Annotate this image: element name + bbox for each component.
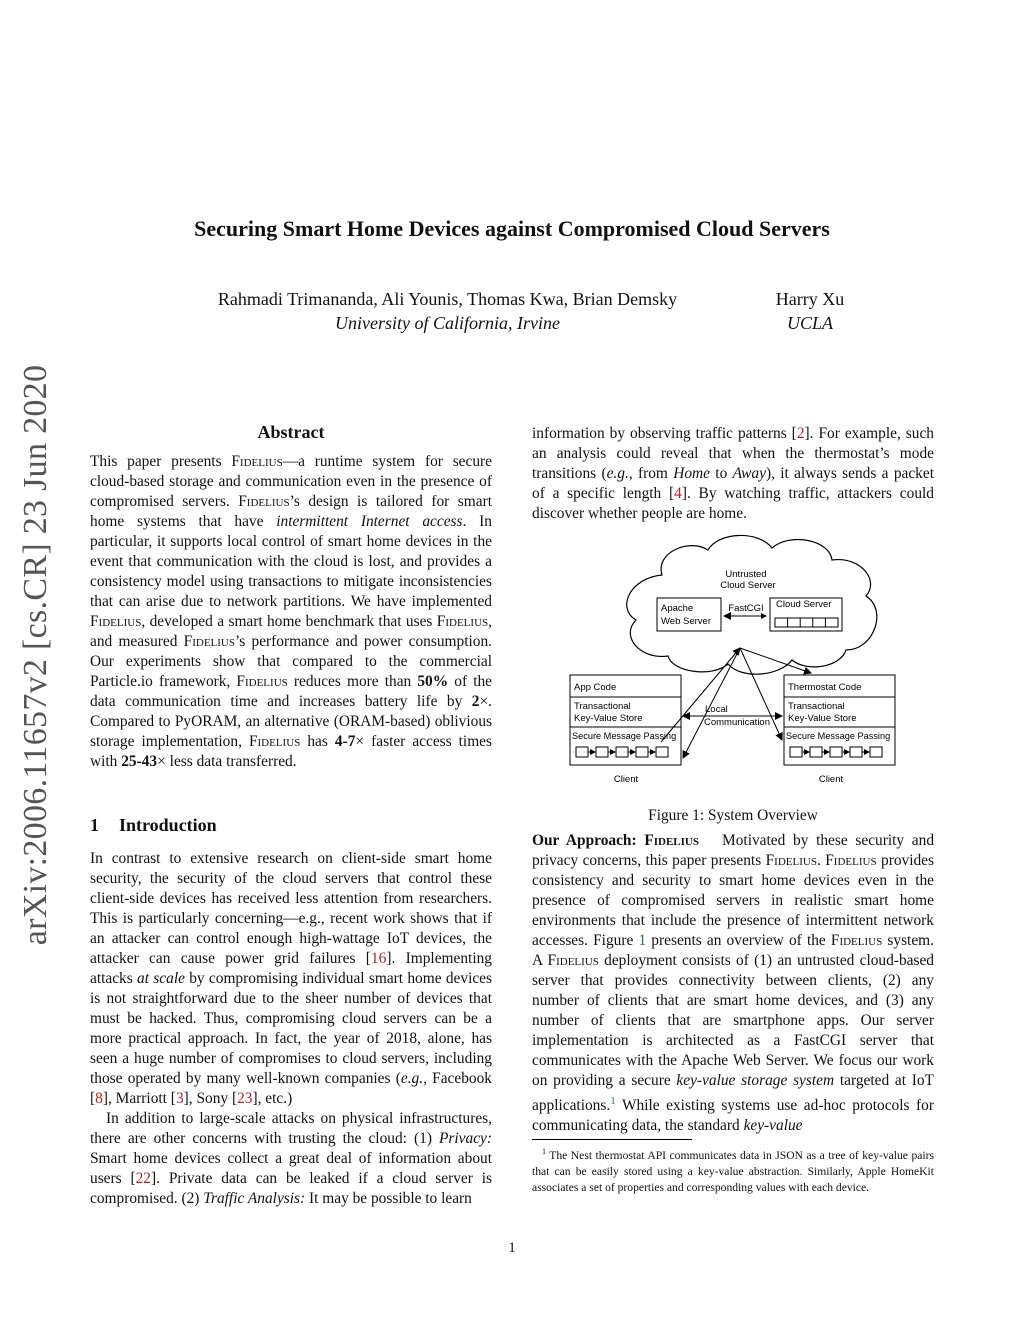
kv-right-label-1: Transactional (788, 701, 845, 712)
footnote-rule (532, 1139, 692, 1140)
client-right-label: Client (818, 774, 844, 785)
citation-4[interactable]: 4 (674, 485, 682, 502)
client-right (784, 675, 895, 785)
local-comm-label-2: Communication (704, 717, 770, 728)
arxiv-id: arXiv:2006.11657v2 [cs.CR] 23 Jun 2020 (17, 364, 54, 946)
citation-2[interactable]: 2 (796, 425, 805, 442)
smp-right-label: Secure Message Passing (786, 731, 891, 741)
kv-left-label-1: Transactional (574, 701, 631, 712)
untrusted-label-2: Cloud Server (720, 580, 776, 591)
app-code-label: App Code (574, 682, 617, 693)
citation-22[interactable]: 22 (135, 1170, 151, 1187)
footnote-1-link[interactable]: 1 (610, 1095, 616, 1107)
figure-1-link[interactable]: 1 (638, 932, 647, 949)
abstract-heading: Abstract (257, 422, 325, 442)
figure-system-overview (560, 530, 910, 795)
figure-caption: Figure 1: System Overview (648, 807, 818, 824)
citation-3[interactable]: 3 (175, 1090, 184, 1107)
apache-label-1: Apache (661, 603, 694, 614)
approach-heading: Our Approach: Fidelius (532, 832, 699, 849)
footnote-1: $^1$ The Nest thermostat API communicates data in JSON as a tree of key-value pairs that can be easily stored using a key-value abstraction. Similarly, Apple HomeKit associates a set of properties and corresponding values with each device. (532, 1147, 934, 1194)
client-left (570, 675, 681, 785)
untrusted-label-1: Untrusted (725, 569, 767, 580)
fastcgi-label: FastCGI (728, 603, 764, 614)
citation-8[interactable]: 8 (95, 1090, 103, 1107)
approach-paragraph: Our Approach: Fidelius Motivated by these security and privacy concerns, this paper presents Fidelius. Fidelius provides consistency and security to smart home devices even in the presence of compromised servers in realistic smart home environments that include the presence of intermittent network accesses. Figure 1 presents an overview of the Fidelius system. A Fidelius deployment consists of (1) an untrusted cloud-based server that provides connectivity between clients, (2) any number of clients that are smart home devices, and (3) any number of clients that are smartphone apps. Our server implementation is architected as a FastCGI server that communicates with the Apache Web Server. We focus our work on providing a secure key-value storage system targeted at IoT applications.$^1$ While existing systems use ad-hoc protocols for communicating data, the standard key-value (532, 832, 935, 1135)
abstract-body: This paper presents Fidelius—a runtime system for secure cloud-based storage and communication even in the presence of compromised servers. Fidelius’s design is tailored for smart home systems that have intermittent Internet access. In particular, it supports local control of smart home devices in the event that communication with the cloud is lost, and provides a consistency model using transactions to mitigate inconsistencies that can arise due to network partitions. We have implemented Fidelius, developed a smart home benchmark that uses Fidelius, and measured Fidelius’s performance and power consumption. Our experiments show that compared to the commercial Particle.io framework, Fidelius reduces more than 50% of the data communication time and increases battery life by 2×. Compared to PyORAM, an alternative (ORAM-based) oblivious storage implementation, Fidelius has 4-7× faster access times with 25-43× less data transferred. (90, 453, 492, 770)
section-heading-introduction: 1 Introduction (90, 815, 217, 835)
right-column-paragraph: information by observing traffic patterns [2]. For example, such an analysis could reveal that when the thermostat’s mode transitions (e.g., from Home to Away), it always sends a packet of a specific length [4]. By watching traffic, attackers could discover whether people are home. (532, 425, 934, 522)
cloud-server-label: Cloud Server (776, 599, 832, 610)
author-group-1: Rahmadi Trimananda, Ali Younis, Thomas Kwa, Brian Demsky (217, 289, 678, 309)
smp-left-label: Secure Message Passing (572, 731, 677, 741)
client-left-label: Client (613, 774, 639, 785)
local-comm-label-1: Local (705, 704, 728, 715)
intro-paragraph-2: In addition to large-scale attacks on physical infrastructures, there are other concerns with trusting the cloud: (1) Privacy: Smart home devices collect a great deal of information about users [22]. Private data can be leaked if a cloud server is compromised. (2) Traffic Analysis: It may be possible to learn (90, 1110, 492, 1207)
intro-paragraph-1: In contrast to extensive research on client-side smart home security, the security of the cloud servers that control these client-side devices has received less attention from researchers. This is particularly concerning—e.g., recent work shows that if an attacker can control enough high-wattage IoT devices, the attacker can cause power grid failures [16]. Implementing attacks at scale by compromising individual smart home devices is not straightforward due to the sheer number of devices that must be hacked. Thus, compromising cloud servers can be a more practical approach. In fact, the year of 2018, alone, has seen a huge number of compromises to cloud servers, including those operated by many well-known companies (e.g., Facebook [8], Marriott [3], Sony [23], etc.) (90, 850, 492, 1107)
kv-left-label-2: Key-Value Store (574, 713, 643, 724)
affiliation-1: University of California, Irvine (335, 313, 560, 333)
page-number: 1 (508, 1240, 516, 1256)
apache-label-2: Web Server (661, 616, 711, 627)
thermostat-code-label: Thermostat Code (788, 682, 862, 693)
cloud-server-storage-cells (775, 618, 838, 627)
introduction-body (90, 849, 492, 1209)
citation-23[interactable]: 23 (237, 1090, 253, 1107)
citation-16[interactable]: 16 (370, 950, 387, 967)
author-group-2: Harry Xu (775, 289, 845, 309)
kv-right-label-2: Key-Value Store (788, 713, 857, 724)
affiliation-2: UCLA (786, 313, 833, 333)
paper-title: Securing Smart Home Devices against Compromised Cloud Servers (194, 216, 830, 241)
